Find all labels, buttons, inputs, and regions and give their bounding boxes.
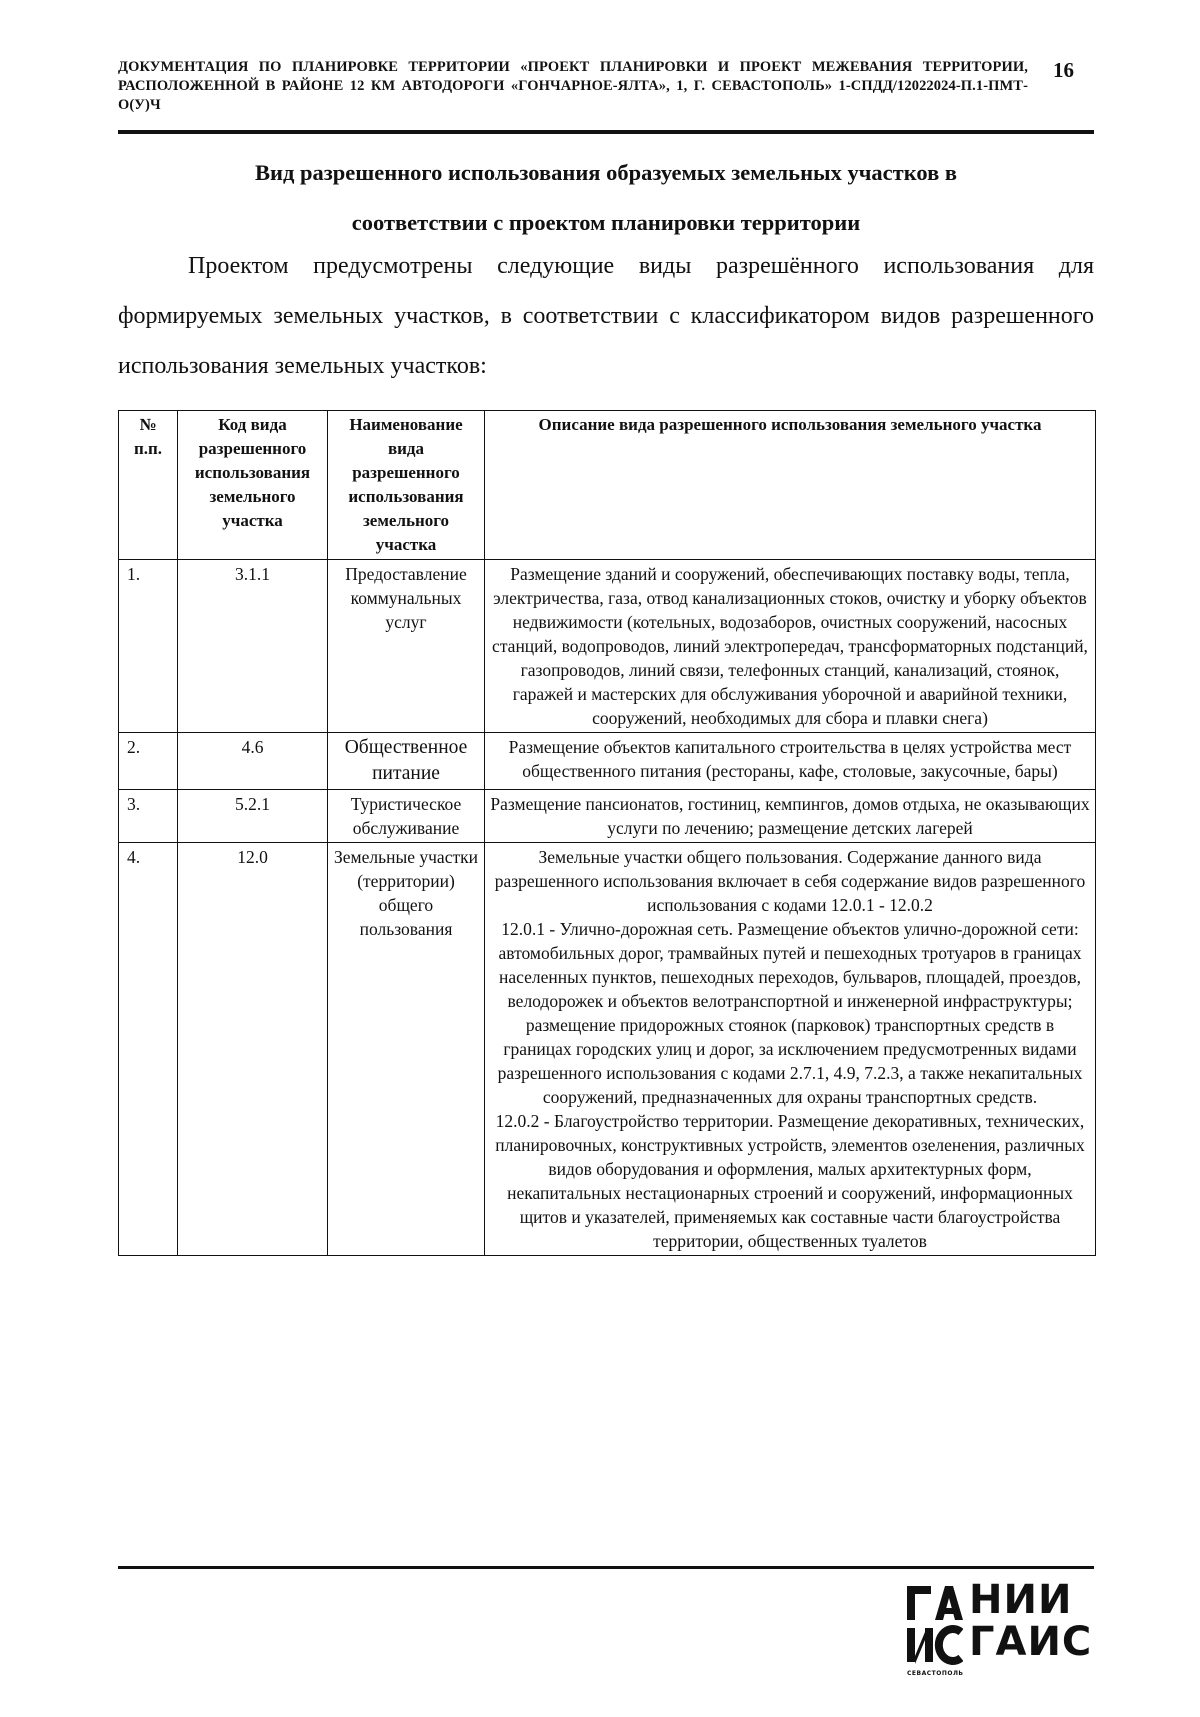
row-code: 4.6	[178, 733, 328, 790]
header-rule	[118, 130, 1094, 134]
row-desc-paragraph: Земельные участки общего пользования. Содержание данного вида разрешенного использования включает в себя содержание видов разрешенного использования с кодами 12.0.1 - 12.0.2	[494, 847, 1086, 915]
table-row	[119, 790, 1096, 843]
table-row	[119, 560, 1096, 733]
table-row	[119, 843, 1096, 1256]
row-num: 1.	[119, 560, 178, 733]
table-header-row	[119, 411, 1096, 560]
page-number: 16	[1053, 58, 1074, 82]
logo-line-1: НИИ	[969, 1577, 1073, 1623]
row-name: Предоставление коммунальных услуг	[328, 560, 485, 733]
row-name: Общественное питание	[328, 733, 485, 790]
table-row	[119, 733, 1096, 790]
row-code: 12.0	[178, 843, 328, 1256]
row-num: 2.	[119, 733, 178, 790]
logo-subtitle: СЕВАСТОПОЛЬ	[907, 1670, 964, 1677]
footer-rule	[118, 1566, 1094, 1569]
land-use-table	[118, 410, 1096, 1256]
row-desc	[485, 843, 1096, 1256]
section-title	[118, 148, 1094, 248]
header-code: Код вида разрешенного использования земельного участка	[178, 411, 328, 560]
document-header: ДОКУМЕНТАЦИЯ ПО ПЛАНИРОВКЕ ТЕРРИТОРИИ «ПРОЕКТ ПЛАНИРОВКИ И ПРОЕКТ МЕЖЕВАНИЯ ТЕРРИТОРИИ, РАСПОЛОЖЕННОЙ В РАЙОНЕ 12 КМ АВТОДОРОГИ «ГОНЧАРНОЕ-ЯЛТА», 1, Г. СЕВАСТОПОЛЬ» 1-СПДД/12022024-П.1-ПМТ-О(У)Ч	[118, 59, 1028, 113]
section-title-line-1: Вид разрешенного использования образуемых земельных участков в	[254, 160, 957, 185]
row-desc-paragraph: 12.0.2 - Благоустройство территории. Размещение декоративных, технических, планировочных, конструктивных устройств, элементов озеленения, различных видов оборудования и оформления, малых архитектурных форм, некапитальных нестационарных строений и сооружений, информационных щитов и указателей, применяемых как составные части благоустройства территории, общественных туалетов	[495, 1111, 1085, 1251]
row-num: 3.	[119, 790, 178, 843]
row-desc-paragraph: 12.0.1 - Улично-дорожная сеть. Размещение объектов улично-дорожной сети: автомобильных дорог, трамвайных путей и пешеходных тротуаров в границах населенных пунктов, пешеходных переходов, бульваров, площадей, проездов, велодорожек и объектов велотранспортной и инженерной инфраструктуры; размещение придорожных стоянок (парковок) транспортных средств в границах городских улиц и дорог, за исключением предусмотренных видами разрешенного использования с кодами 2.7.1, 4.9, 7.2.3, а также некапитальных сооружений, предназначенных для охраны транспортных средств.	[497, 919, 1083, 1107]
row-name: Земельные участки (территории) общего пользования	[328, 843, 485, 1256]
logo-mark-icon	[905, 1580, 963, 1666]
row-name: Туристическое обслуживание	[328, 790, 485, 843]
company-logo	[905, 1577, 1093, 1680]
row-code: 3.1.1	[178, 560, 328, 733]
row-code: 5.2.1	[178, 790, 328, 843]
row-desc: Размещение пансионатов, гостиниц, кемпингов, домов отдыха, не оказывающих услуги по лечению; размещение детских лагерей	[485, 790, 1096, 843]
row-desc: Размещение объектов капитального строительства в целях устройства мест общественного питания (рестораны, кафе, столовые, закусочные, бары)	[485, 733, 1096, 790]
row-num: 4.	[119, 843, 178, 1256]
row-desc: Размещение зданий и сооружений, обеспечивающих поставку воды, тепла, электричества, газа, отвод канализационных стоков, очистку и уборку объектов недвижимости (котельных, водозаборов, очистных сооружений, насосных станций, водопроводов, линий электропередач, трансформаторных подстанций, газопроводов, линий связи, телефонных станций, канализаций, стоянок, гаражей и мастерских для обслуживания уборочной и аварийной техники, сооружений, необходимых для сбора и плавки снега)	[485, 560, 1096, 733]
logo-wordmark	[969, 1577, 1093, 1665]
logo-line-2: ГАИС	[969, 1619, 1093, 1665]
header-desc: Описание вида разрешенного использования земельного участка	[485, 411, 1096, 560]
header-num: № п.п.	[119, 411, 178, 560]
section-title-line-2: соответствии с проектом планировки территории	[351, 210, 861, 235]
intro-paragraph: Проектом предусмотрены следующие виды разрешённого использования для формируемых земельных участков, в соответствии с классификатором видов разрешенного использования земельных участков:	[118, 253, 1094, 379]
header-name: Наименование вида разрешенного использования земельного участка	[328, 411, 485, 560]
